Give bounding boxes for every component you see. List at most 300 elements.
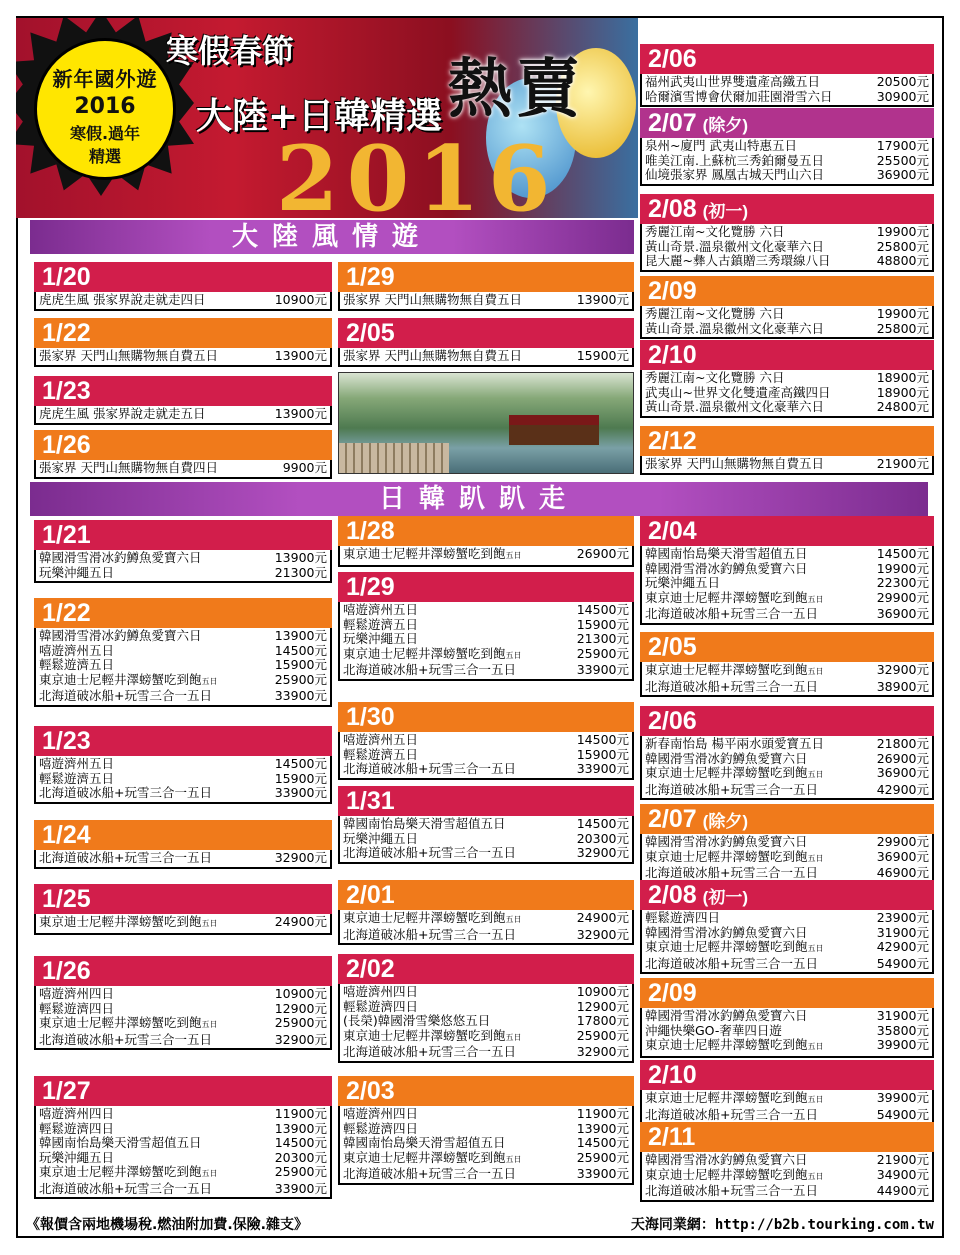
tour-list [34, 460, 332, 479]
tour-row [645, 911, 929, 926]
tour-date [640, 632, 934, 662]
tour-block [640, 632, 934, 697]
tour-row [343, 1045, 629, 1060]
tour-row [645, 254, 929, 269]
date-label: 2/09 [648, 277, 697, 305]
tour-row [39, 1136, 327, 1151]
tour-row [645, 866, 929, 881]
tour-price: 14500元 [274, 642, 327, 658]
tour-name: 仙境張家界 鳳凰古城天門山六日 [645, 168, 824, 182]
tour-row [645, 957, 929, 972]
tour-name: 輕鬆遊濟四日 [343, 999, 419, 1014]
tour-price: 19900元 [876, 560, 929, 576]
tour-date [34, 598, 332, 628]
tour-row [645, 75, 929, 90]
tour-name: 唯美江南.上蘇杭三秀鉑爾曼五日 [645, 153, 824, 168]
tour-name: 張家界 天門山無購物無自費四日 [39, 461, 218, 475]
tour-date [640, 340, 934, 370]
tour-list [338, 984, 634, 1063]
tour-name: 北海道破冰船+玩雪三合一五日 [39, 1181, 212, 1196]
tour-price: 32900元 [274, 1031, 327, 1047]
hero-title2: 大陸+日韓精選 [196, 96, 443, 137]
tour-date [34, 726, 332, 756]
tour-block [34, 598, 332, 707]
tour-list [34, 1106, 332, 1199]
tour-date [640, 880, 934, 910]
tour-name: 北海道破冰船+玩雪三合一五日 [343, 1167, 516, 1181]
tour-name: 韓國南怡島樂天滑雪超值五日 [343, 1136, 506, 1150]
tour-name: 東京迪士尼輕井澤螃蟹吃到飽五日 [645, 590, 824, 605]
tour-tag: 五日 [807, 667, 824, 676]
tour-date [640, 706, 934, 736]
tour-name: 北海道破冰船+玩雪三合一五日 [645, 866, 818, 880]
tour-price: 13900元 [274, 348, 327, 363]
tour-price: 34900元 [876, 1166, 929, 1182]
tour-row [645, 1038, 929, 1055]
tour-name: 東京迪士尼輕井澤螃蟹吃到飽五日 [645, 1167, 824, 1182]
tour-block [338, 702, 634, 780]
tour-row [645, 240, 929, 255]
tour-row [39, 1165, 327, 1182]
tour-name: 北海道破冰船+玩雪三合一五日 [645, 607, 818, 621]
tour-tag: 五日 [201, 919, 218, 928]
tour-name: 北海道破冰船+玩雪三合一五日 [343, 1045, 516, 1059]
tour-name: 東京迪士尼輕井澤螃蟹吃到飽五日 [39, 1016, 218, 1030]
tour-price: 25900元 [274, 671, 327, 687]
tour-row [39, 1122, 327, 1137]
tour-name: 東京迪士尼輕井澤螃蟹吃到飽五日 [39, 672, 218, 687]
tour-name: 輕鬆遊濟五日 [39, 771, 115, 786]
tour-date [34, 430, 332, 460]
tour-block [640, 1060, 934, 1125]
tour-name: 黃山奇景.溫泉徽州文化豪華六日 [645, 400, 824, 414]
photo-boat [509, 415, 599, 445]
tour-name: 北海道破冰船+玩雪三合一五日 [645, 956, 818, 971]
tour-row [645, 835, 929, 850]
tour-name: 玩樂沖繩五日 [343, 632, 419, 646]
badge-line3: 寒假.過年 [69, 124, 141, 143]
tour-row [645, 680, 929, 695]
tour-row [343, 911, 629, 928]
tour-list [338, 732, 634, 780]
tour-block [338, 954, 634, 1063]
tour-price: 42900元 [876, 781, 929, 797]
date-label: 2/10 [648, 1061, 697, 1089]
tour-name: 北海道破冰船+玩雪三合一五日 [39, 1032, 212, 1047]
tour-name: 嘻遊濟州四日 [343, 1107, 419, 1121]
tour-list [640, 546, 934, 625]
tour-row [343, 748, 629, 763]
tour-row [343, 1167, 629, 1182]
tour-row [645, 322, 929, 337]
tour-row [645, 1091, 929, 1108]
tour-name: 張家界 天門山無購物無自費五日 [645, 457, 824, 471]
tour-row [39, 851, 327, 866]
tour-list [34, 292, 332, 311]
tour-block [338, 516, 634, 567]
tour-date [640, 44, 934, 74]
tour-name: 北海道破冰船+玩雪三合一五日 [343, 927, 516, 942]
tour-price: 20300元 [576, 830, 629, 846]
date-label: 1/28 [346, 517, 395, 545]
tour-date [338, 572, 634, 602]
tour-row [645, 1009, 929, 1024]
tour-tag: 五日 [807, 1095, 824, 1104]
tour-name: 輕鬆遊濟五日 [39, 658, 115, 672]
tour-name: 輕鬆遊濟四日 [343, 1121, 419, 1136]
date-label: 2/10 [648, 341, 697, 369]
tour-tag: 五日 [505, 551, 522, 560]
tour-name: 韓國南怡島樂天滑雪超值五日 [645, 547, 808, 561]
tour-row [343, 1029, 629, 1046]
tour-row [645, 1153, 929, 1168]
tour-row [39, 1016, 327, 1033]
tour-price: 12900元 [576, 998, 629, 1014]
tour-price: 20500元 [876, 74, 929, 89]
tour-date [34, 820, 332, 850]
tour-block [640, 804, 934, 884]
tour-price: 13900元 [274, 406, 327, 421]
tour-row [645, 225, 929, 240]
tour-price: 10900元 [274, 986, 327, 1001]
tour-list [34, 628, 332, 707]
date-label: 1/30 [346, 703, 395, 731]
tour-tag: 五日 [201, 676, 218, 686]
tour-list [640, 1090, 934, 1125]
tour-block [640, 426, 934, 475]
hero-banner [16, 18, 638, 218]
tour-tag: 五日 [505, 1032, 522, 1042]
tour-price: 30900元 [876, 88, 929, 104]
tour-tag: 五日 [807, 770, 824, 779]
tour-list [640, 736, 934, 800]
tour-row [39, 915, 327, 932]
tour-price: 25800元 [876, 238, 929, 254]
tour-price: 19900元 [876, 306, 929, 321]
tour-row [39, 689, 327, 704]
tour-row [645, 1184, 929, 1199]
tour-price: 36900元 [876, 765, 929, 780]
date-label: 1/22 [42, 319, 91, 347]
date-label: 1/26 [42, 957, 91, 985]
tour-price: 25900元 [576, 1149, 629, 1165]
tour-price: 42900元 [876, 939, 929, 954]
tour-row [343, 1107, 629, 1122]
tour-name: 東京迪士尼輕井澤螃蟹吃到飽五日 [645, 766, 824, 780]
tour-list [640, 74, 934, 107]
tour-block [338, 786, 634, 864]
tour-row [39, 673, 327, 690]
tour-row [645, 783, 929, 798]
tour-row [645, 576, 929, 591]
tour-name: 張家界 天門山無購物無自費五日 [343, 349, 522, 363]
tour-row [39, 349, 327, 364]
tour-price: 48800元 [876, 253, 929, 268]
date-label: 2/06 [648, 707, 697, 735]
tour-date [640, 276, 934, 306]
date-label: 2/07 [648, 805, 697, 833]
date-label: 2/11 [648, 1123, 696, 1151]
tour-block [34, 262, 332, 311]
tour-price: 15900元 [576, 746, 629, 762]
date-label: 2/05 [648, 633, 697, 661]
tour-row [39, 566, 327, 581]
tour-tag: 五日 [807, 594, 824, 604]
tour-list [640, 1152, 934, 1202]
tour-tag: 五日 [505, 915, 522, 924]
tour-row [343, 817, 629, 832]
tour-price: 11900元 [274, 1106, 327, 1121]
tour-block [640, 194, 934, 272]
tour-name: 東京迪士尼輕井澤螃蟹吃到飽五日 [39, 915, 218, 929]
tour-price: 12900元 [274, 1000, 327, 1016]
badge-line1: 新年國外遊 [52, 67, 158, 91]
tour-price: 13900元 [576, 292, 629, 307]
footer-site: 天海同業網：http://b2b.tourking.com.tw [630, 1217, 934, 1233]
tour-name: 張家界 天門山無購物無自費五日 [39, 349, 218, 363]
tour-name: 韓國南怡島樂天滑雪超值五日 [343, 817, 506, 831]
tour-name: 韓國滑雪滑冰釣鱒魚愛寶六日 [645, 1153, 808, 1167]
tour-price: 18900元 [876, 384, 929, 400]
tour-row [343, 762, 629, 777]
date-label: 1/23 [42, 727, 91, 755]
tour-price: 21300元 [576, 631, 629, 646]
tour-block [640, 516, 934, 625]
tour-date [338, 318, 634, 348]
tour-price: 13900元 [274, 550, 327, 565]
tour-row [39, 629, 327, 644]
tour-tag: 五日 [505, 650, 522, 660]
tour-name: 玩樂沖繩五日 [343, 831, 419, 846]
tour-price: 21900元 [876, 456, 929, 471]
tour-block [338, 572, 634, 681]
tour-date [34, 520, 332, 550]
tour-date [338, 786, 634, 816]
tour-price: 25900元 [576, 1027, 629, 1043]
date-label: 2/05 [346, 319, 395, 347]
tour-name: 東京迪士尼輕井澤螃蟹吃到飽五日 [343, 1028, 522, 1043]
tour-block [640, 1122, 934, 1202]
date-label: 2/03 [346, 1077, 395, 1105]
date-label: 1/29 [346, 573, 395, 601]
tour-name: 東京迪士尼輕井澤螃蟹吃到飽五日 [645, 940, 824, 954]
tour-list [338, 1106, 634, 1185]
tour-list [34, 756, 332, 804]
tour-price: 24900元 [274, 914, 327, 929]
tour-name: 北海道破冰船+玩雪三合一五日 [645, 782, 818, 797]
tour-name: 嘻遊濟州四日 [39, 987, 115, 1001]
tour-price: 32900元 [876, 662, 929, 677]
tour-price: 32900元 [576, 845, 629, 860]
tour-price: 15900元 [274, 770, 327, 786]
tour-row [343, 832, 629, 847]
tour-block [34, 956, 332, 1050]
tour-name: 北海道破冰船+玩雪三合一五日 [39, 786, 212, 800]
tour-price: 24900元 [576, 910, 629, 925]
tour-price: 25900元 [274, 1015, 327, 1030]
tour-row [343, 547, 629, 564]
tour-name: 張家界 天門山無購物無自費五日 [343, 293, 522, 307]
tour-date [338, 880, 634, 910]
tour-row [645, 457, 929, 472]
tour-block [34, 1076, 332, 1199]
tour-row [343, 928, 629, 943]
tour-row [343, 632, 629, 647]
tour-list [640, 370, 934, 418]
hero-title3: 熱賣 [448, 53, 584, 127]
tour-price: 10900元 [576, 984, 629, 999]
tour-price: 14500元 [876, 546, 929, 561]
tour-list [338, 546, 634, 567]
tour-block [640, 978, 934, 1058]
tour-name: 虎虎生風 張家界說走就走四日 [39, 293, 206, 307]
tour-row [343, 647, 629, 664]
tour-block [640, 880, 934, 974]
tour-price: 31900元 [876, 1008, 929, 1023]
date-label: 2/08 [648, 881, 697, 909]
badge-line4: 精選 [88, 147, 121, 166]
tour-block [34, 820, 332, 869]
tour-list [640, 224, 934, 272]
tour-price: 36900元 [876, 606, 929, 621]
tour-price: 54900元 [876, 1106, 929, 1122]
tour-row [39, 987, 327, 1002]
tour-block [338, 1076, 634, 1185]
tour-name: 東京迪士尼輕井澤螃蟹吃到飽五日 [343, 911, 522, 925]
tour-list [34, 550, 332, 583]
tour-price: 18900元 [876, 370, 929, 385]
tour-row [645, 766, 929, 783]
tour-name: 北海道破冰船+玩雪三合一五日 [343, 762, 516, 776]
tour-name: 玩樂沖繩五日 [39, 565, 115, 580]
tour-price: 13900元 [274, 1120, 327, 1136]
tour-date [34, 376, 332, 406]
date-label: 2/02 [346, 955, 395, 983]
tour-name: 嘻遊濟州五日 [343, 733, 419, 747]
tour-block [640, 108, 934, 186]
tour-row [39, 757, 327, 772]
date-label: 1/22 [42, 599, 91, 627]
tour-row [343, 618, 629, 633]
tour-price: 21900元 [876, 1152, 929, 1167]
tour-price: 33900元 [576, 761, 629, 776]
tour-name: 韓國南怡島樂天滑雪超值五日 [39, 1136, 202, 1150]
tour-row [343, 985, 629, 1000]
tour-price: 15900元 [274, 657, 327, 672]
tour-list [34, 914, 332, 935]
tour-block [34, 520, 332, 583]
tour-price: 29900元 [876, 589, 929, 605]
tour-name: 北海道破冰船+玩雪三合一五日 [645, 679, 818, 694]
tour-row [645, 386, 929, 401]
tour-row [39, 461, 327, 476]
tour-name: 北海道破冰船+玩雪三合一五日 [645, 1184, 818, 1198]
tour-row [645, 737, 929, 752]
tour-name: 秀麗江南~文化覽勝 六日 [645, 307, 785, 321]
tour-name: 輕鬆遊濟四日 [39, 1121, 115, 1136]
tour-row [645, 90, 929, 105]
tour-price: 35800元 [876, 1022, 929, 1038]
tour-name: 昆大麗~彝人古鎮贈三秀環線八日 [645, 254, 831, 268]
tour-row [645, 547, 929, 562]
tour-name: 東京迪士尼輕井澤螃蟹吃到飽五日 [343, 646, 522, 661]
tour-price: 17900元 [876, 138, 929, 153]
tour-list [338, 910, 634, 945]
tour-price: 33900元 [274, 1180, 327, 1196]
tour-price: 25900元 [274, 1164, 327, 1179]
tour-price: 38900元 [876, 678, 929, 694]
tour-price: 15900元 [576, 616, 629, 632]
tour-date [338, 1076, 634, 1106]
tour-block [338, 262, 634, 311]
tour-row [645, 1108, 929, 1123]
tour-row [39, 1182, 327, 1197]
section-jk: 日韓趴趴走 [30, 482, 928, 516]
tour-price: 14500元 [576, 732, 629, 747]
tour-price: 25800元 [876, 320, 929, 336]
tour-tag: 五日 [807, 1171, 824, 1181]
date-label: 1/26 [42, 431, 91, 459]
tour-price: 13900元 [576, 1120, 629, 1136]
tour-date [34, 318, 332, 348]
tour-price: 31900元 [876, 924, 929, 940]
tour-date [338, 516, 634, 546]
tour-block [640, 706, 934, 800]
tour-tag: 五日 [807, 1042, 824, 1051]
tour-date [640, 1122, 934, 1152]
tour-price: 54900元 [876, 955, 929, 971]
tour-price: 14500元 [576, 602, 629, 617]
tour-row [39, 1107, 327, 1122]
date-label: 1/29 [346, 263, 395, 291]
badge-line2: 2016 [74, 94, 136, 119]
tour-name: (長榮)韓國滑雪樂悠悠五日 [343, 1014, 491, 1028]
tour-row [343, 1014, 629, 1029]
tour-date [640, 516, 934, 546]
tour-price: 36900元 [876, 848, 929, 864]
tour-list [34, 348, 332, 367]
tour-price: 20300元 [274, 1149, 327, 1165]
date-label: 2/04 [648, 517, 697, 545]
tour-name: 秀麗江南~文化覽勝 六日 [645, 225, 785, 239]
tour-price: 19900元 [876, 224, 929, 239]
tour-name: 嘻遊濟州四日 [39, 1107, 115, 1121]
tour-price: 32900元 [576, 1044, 629, 1059]
tour-name: 北海道破冰船+玩雪三合一五日 [343, 846, 516, 860]
date-label: 1/25 [42, 885, 91, 913]
river-photo [338, 372, 634, 474]
tour-name: 東京迪士尼輕井澤螃蟹吃到飽五日 [645, 849, 824, 864]
tour-name: 東京迪士尼輕井澤螃蟹吃到飽五日 [39, 1165, 218, 1179]
date-sub: (除夕) [702, 116, 748, 135]
tour-name: 福州武夷山世界雙遺產高鐵五日 [645, 75, 821, 89]
tour-row [343, 1122, 629, 1137]
tour-price: 39900元 [876, 1090, 929, 1105]
tour-list [34, 850, 332, 869]
tour-date [640, 804, 934, 834]
tour-name: 北海道破冰船+玩雪三合一五日 [343, 663, 516, 677]
tour-row [645, 940, 929, 957]
tour-date [34, 884, 332, 914]
tour-list [34, 406, 332, 425]
tour-name: 虎虎生風 張家界說走就走五日 [39, 407, 206, 421]
tour-price: 25900元 [576, 645, 629, 661]
tour-date [640, 978, 934, 1008]
date-sub: (初一) [702, 202, 748, 221]
tour-price: 26900元 [576, 546, 629, 561]
tour-price: 29900元 [876, 834, 929, 849]
tour-list [640, 456, 934, 475]
